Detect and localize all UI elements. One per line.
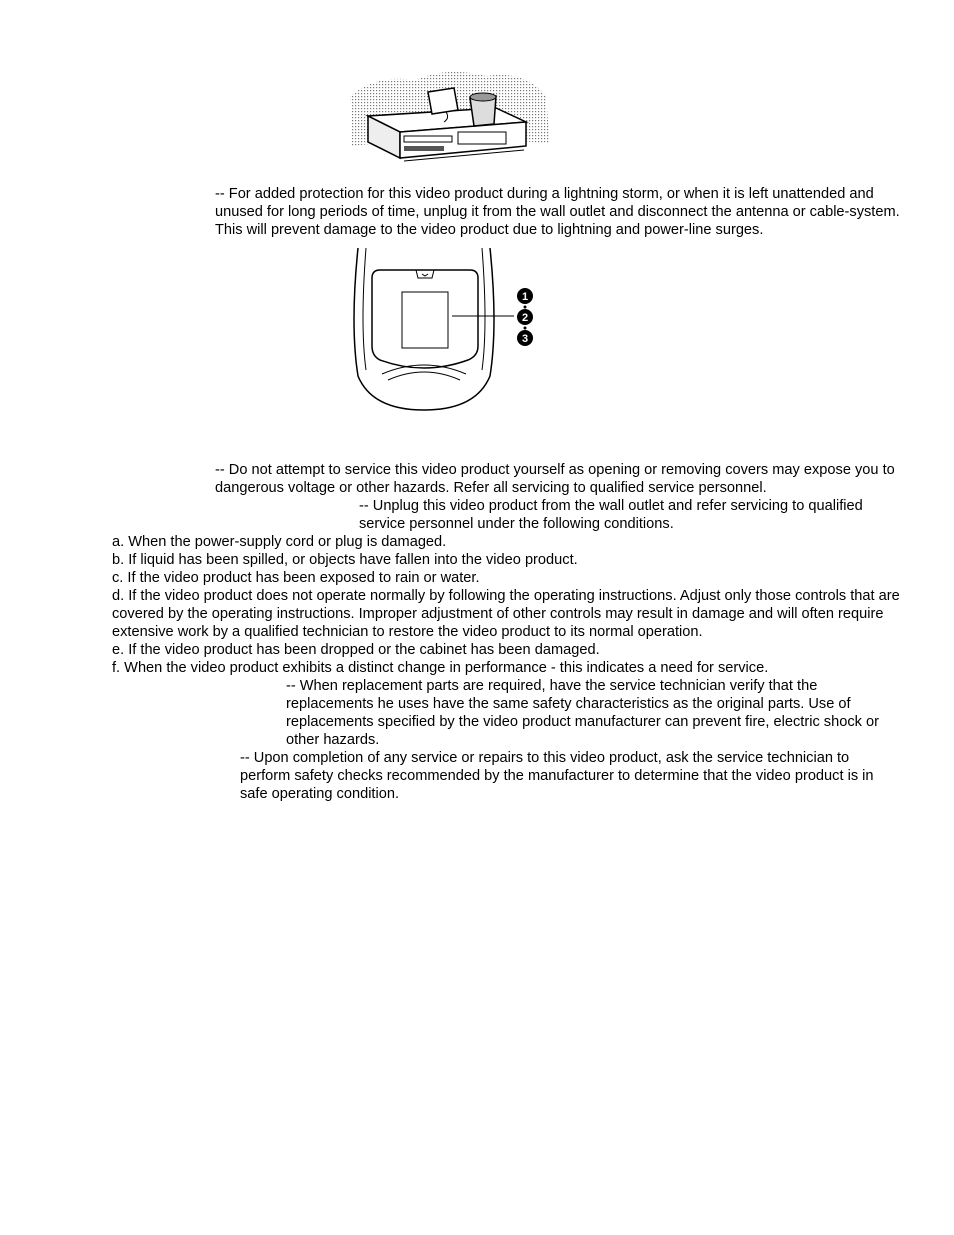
damage-paragraph: -- Unplug this video product from the wall outlet and refer servicing to qualified service personnel under the following conditions. [359, 498, 863, 532]
vcr-spill-figure [346, 66, 552, 172]
lightning-section [112, 185, 902, 239]
remote-battery-figure [352, 246, 540, 414]
vcr-spill-icon [346, 66, 552, 172]
remote-battery-icon [352, 246, 540, 414]
damage-item-e: e. If the video product has been dropped or the cabinet has been damaged. [112, 642, 600, 658]
callout-2-icon [517, 309, 533, 325]
lightning-paragraph: -- For added protection for this video product during a lightning storm, or when it is left unattended and unused for long periods of time, unplug it from the wall outlet and disconnect the antenna or cable-system. This will prevent damage to the video product due to lightning and power-line surges. [215, 186, 900, 238]
callout-3-icon [517, 330, 533, 346]
service-section [112, 461, 902, 803]
replacement-paragraph: -- When replacement parts are required, have the service technician verify that the replacements he uses have the same safety characteristics as the original parts. Use of replacements specified by the video product manufacturer can prevent fire, electric shock or other hazards. [286, 678, 879, 748]
callout-1-label: 1 [521, 291, 529, 303]
callout-2-label: 2 [521, 312, 529, 324]
damage-item-c: c. If the video product has been exposed to rain or water. [112, 570, 480, 586]
damage-item-b: b. If liquid has been spilled, or objects have fallen into the video product. [112, 552, 578, 568]
damage-item-f: f. When the video product exhibits a distinct change in performance - this indicates a need for service. [112, 660, 769, 676]
servicing-paragraph: -- Do not attempt to service this video product yourself as opening or removing covers may expose you to dangerous voltage or other hazards. Refer all servicing to qualified service personnel. [215, 462, 895, 496]
callout-1-icon [517, 288, 533, 304]
safety-check-paragraph: -- Upon completion of any service or repairs to this video product, ask the service technician to perform safety checks recommended by the manufacturer to determine that the video product is in safe operating condition. [240, 750, 874, 802]
callout-3-label: 3 [521, 333, 529, 345]
damage-item-a: a. When the power-supply cord or plug is damaged. [112, 534, 447, 550]
damage-item-d: d. If the video product does not operate normally by following the operating instructions. Adjust only those controls that are covered by the operating instructions. Improper adjustment of other controls may result in damage and will often require extensive work by a qualified technician to restore the video product to its normal operation. [112, 588, 900, 640]
